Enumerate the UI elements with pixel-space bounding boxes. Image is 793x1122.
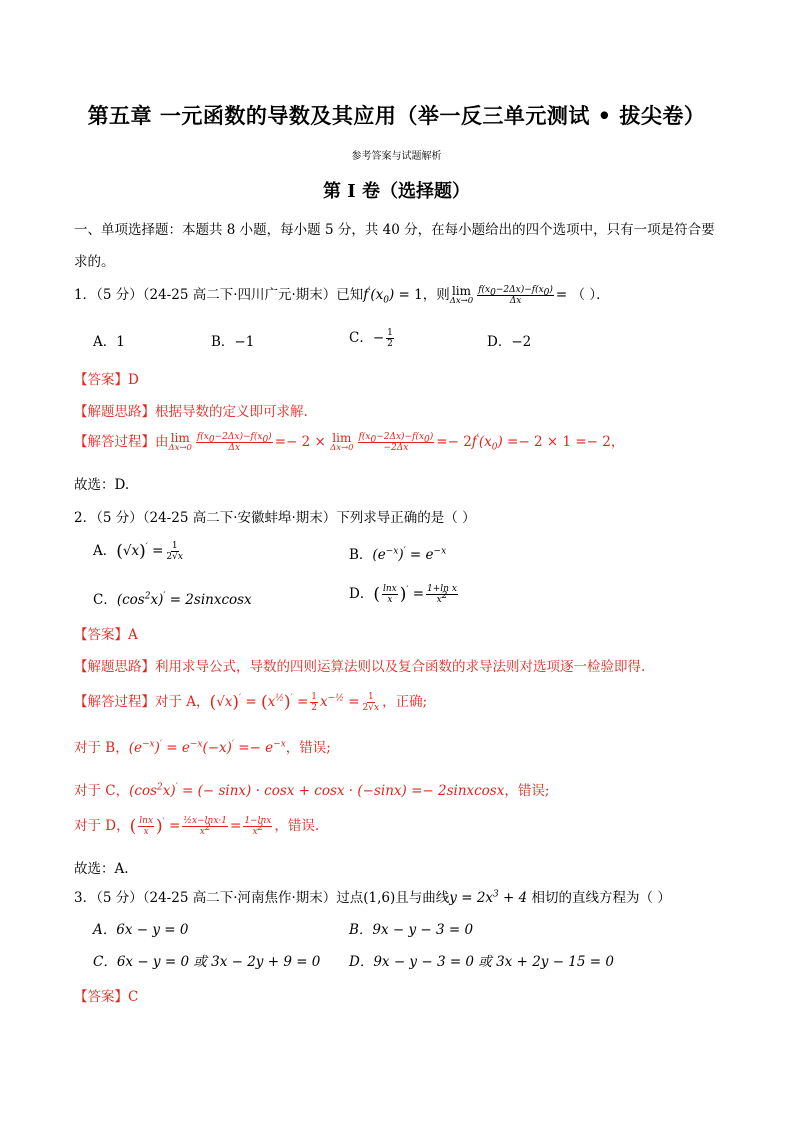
question-3-option-c: C．6x − y = 0 或 3x − 2y + 9 = 0	[93, 954, 321, 970]
question-1-stem	[74, 283, 610, 306]
question-2-process-a: 【解答过程】对于 A，$(√x)' = (x^{\frac{1}{2}})'$ = $\frac{1}{2}$ $x^{-\frac{1}{2}}$ = $\frac{1}{2√x}$ ，正确;	[74, 691, 428, 713]
question-3-answer: 【答案】C	[74, 989, 139, 1005]
question-2-answer: 【答案】A	[74, 627, 138, 643]
stem-text: 已知	[336, 287, 364, 303]
document-subtitle: 参考答案与试题解析	[351, 151, 442, 162]
stem-text: = （ ）．	[555, 287, 610, 303]
document-title: 第五章 一元函数的导数及其应用（举一反三单元测试 • 拔尖卷）	[87, 103, 706, 128]
question-2-option-b: B．$(e^{-x})' = e^{-x}$	[349, 546, 447, 563]
question-1-option-d: D．−2	[487, 334, 532, 350]
question-1-idea: 【解题思路】根据导数的定义即可求解.	[74, 404, 308, 420]
difference-quotient: $\frac{f(x_0-2\Delta x)-f(x_0)}{\Delta x}$	[478, 284, 553, 306]
formula-derivative: $f'(x_0)$	[363, 286, 395, 306]
instructions-line-2: 求的。	[74, 254, 115, 270]
question-2-option-c: C．$(\cos^2x)'$ = 2sinxcosx	[93, 591, 252, 608]
instructions-line-1: 一、单项选择题：本题共 8 小题，每小题 5 分，共 40 分，在每小题给出的四个选项中，只有一项是符合要	[74, 222, 715, 238]
question-3-option-a: A．6x − y = 0	[93, 922, 189, 938]
question-1-option-c: C．− $\frac{1}{2}$	[349, 327, 393, 349]
question-2-process-b: 对于 B，$(e^{-x})' = e^{-x}(-x)' =- e^{-x}$，错误;	[74, 739, 331, 756]
question-2-process-c: 对于 C，$(\cos^2x)'$ = (− sinx) · cosx + cosx · (−sinx) =− 2sinxcosx，错误;	[74, 782, 550, 799]
question-source: （24-25 高二下·四川广元·期末）	[142, 287, 337, 303]
question-1-process: 【解答过程】由 lim Δx→0 $\frac{f(x_0-2\Delta x)-f(x_0)}{\Delta x}$ =− 2 × lim Δx→0 $\frac{f(x_0-2\Delta x)-f(x_0)}{-2\Delta x}$ =− $2f'(x_0) =- 2 \times 1 =- 2$，	[74, 430, 625, 454]
question-1-answer: 【答案】D	[74, 372, 139, 388]
question-2-idea: 【解题思路】利用求导公式，导数的四则运算法则以及复合函数的求导法则对选项逐一检验即得.	[74, 659, 646, 675]
question-number: 1．	[74, 287, 97, 303]
question-2-option-a: A．(√x)′ = $\frac{1}{2√x}$	[93, 540, 183, 562]
question-2-option-d: D．( $\frac{\ln x}{x}$ )′ = $\frac{\text{1+ln x}}{x^2}$	[349, 583, 457, 605]
question-2-process-d: 对于 D，( $\frac{\ln x}{x}$ )′ = $\frac{\text{½x−lnx·1}}{x^2}$ = $\frac{1-\ln x}{x^2}$ ，错误.	[74, 815, 320, 837]
question-1-option-b: B．−1	[211, 334, 255, 350]
question-score: （5 分）	[96, 287, 143, 303]
question-3-option-d: D．9x − y − 3 = 0 或 3x + 2y − 15 = 0	[349, 954, 614, 970]
question-2-conclusion: 故选：A.	[74, 861, 129, 877]
limit-symbol: lim Δx→0	[449, 283, 474, 307]
question-3-option-b: B．9x − y − 3 = 0	[349, 922, 474, 938]
question-1-conclusion: 故选：D.	[74, 477, 130, 493]
stem-text: = 1，则	[398, 287, 450, 303]
question-3-stem: 3．（5 分）（24-25 高二下·河南焦作·期末）过点(1,6)且与曲线$y = 2x^3 + 4$ 相切的直线方程为（ ）	[74, 889, 671, 906]
question-1-option-a: A．1	[93, 334, 125, 350]
question-2-stem: 2．（5 分）（24-25 高二下·安徽蚌埠·期末）下列求导正确的是（ ）	[74, 510, 476, 526]
section-heading: 第 I 卷（选择题）	[323, 181, 470, 202]
